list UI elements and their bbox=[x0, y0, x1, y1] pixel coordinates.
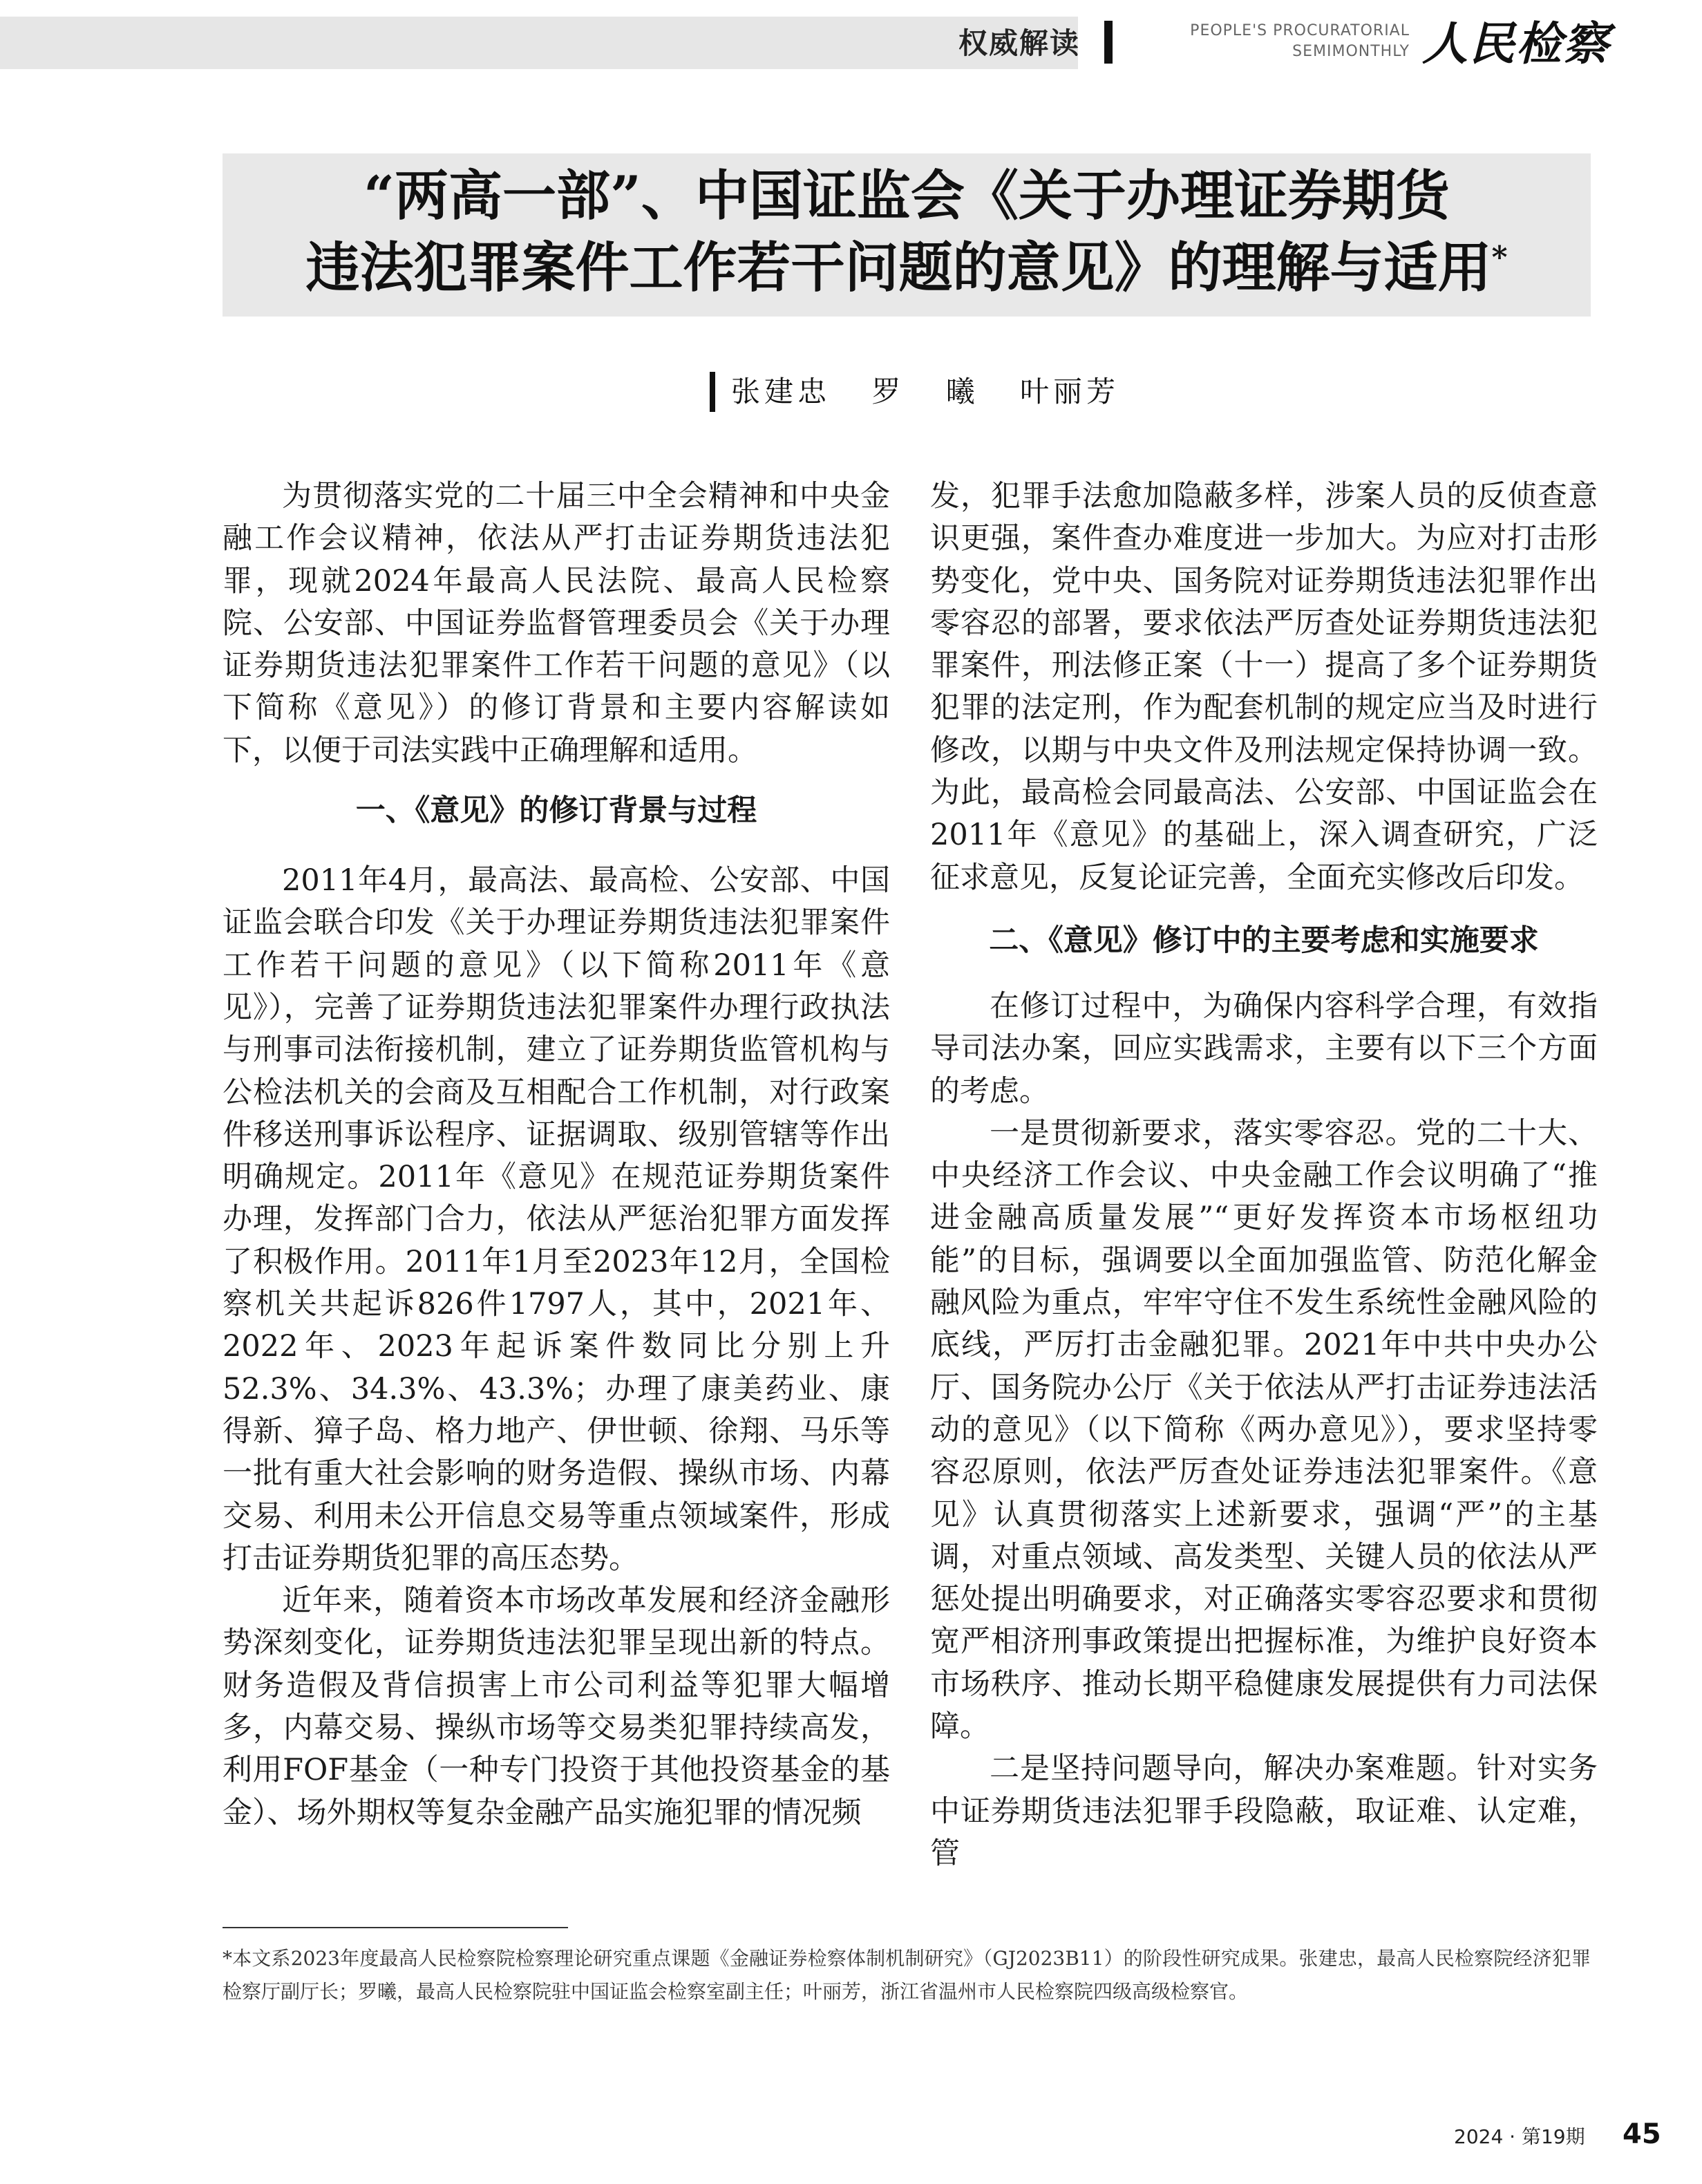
paragraph-continued: 发，犯罪手法愈加隐蔽多样，涉案人员的反侦查意识更强，案件查办难度进一步加大。为应对打击形势变化，党中央、国务院对证券期货违法犯罪作出零容忍的部署，要求依法严厉查处证券期货违法犯罪案件，刑法修正案（十一）提高了多个证券期货犯罪的法定刑，作为配套机制的规定应当及时进行修改，以期与中央文件及刑法规定保持协调一致。为此，最高检会同最高法、公安部、中国证监会在2011年《意见》的基础上，深入调查研究，广泛征求意见，反复论证完善，全面充实修改后印发。 bbox=[930, 479, 1598, 895]
article-title-line1: “两高一部”、中国证监会《关于办理证券期货 bbox=[363, 164, 1450, 227]
author-divider-bar bbox=[710, 372, 715, 412]
paragraph: 2011年4月，最高法、最高检、公安部、中国证监会联合印发《关于办理证券期货违法犯罪案件工作若干问题的意见》（以下简称2011年《意见》），完善了证券期货违法犯罪案件办理行政执法与刑事司法衔接机制，建立了证券期货监管机构与公检法机关的会商及互相配合工作机制，对行政案件移送刑事诉讼程序、证据调取、级别管辖等作出明确规定。2011年《意见》在规范证券期货案件办理，发挥部门合力，依法从严惩治犯罪方面发挥了积极作用。2011年1月至2023年12月，全国检察机关共起诉826件1797人，其中，2021年、2022年、2023年起诉案件数同比分别上升52.3%、34.3%、43.3%；办理了康美药业、康得新、獐子岛、格力地产、伊世顿、徐翔、马乐等一批有重大社会影响的财务造假、操纵市场、内幕交易、利用未公开信息交易等重点领域案件，形成打击证券期货犯罪的高压态势。 bbox=[223, 863, 890, 1576]
paragraph: 二是坚持问题导向，解决办案难题。针对实务中证券期货违法犯罪手段隐蔽，取证难、认定难，管 bbox=[930, 1751, 1598, 1871]
article-authors: 张建忠 罗 曦 叶丽芳 bbox=[731, 375, 1120, 408]
column-label: 权威解读 bbox=[958, 26, 1080, 60]
header-divider-bar bbox=[1104, 21, 1113, 64]
footnote-marker: * bbox=[1491, 240, 1508, 275]
right-column bbox=[930, 476, 1598, 1875]
paragraph: 近年来，随着资本市场改革发展和经济金融形势深刻变化，证券期货违法犯罪呈现出新的特点。财务造假及背信损害上市公司利益等犯罪大幅增多，内幕交易、操纵市场等交易类犯罪持续高发，利用FOF基金（一种专门投资于其他投资基金的基金）、场外期权等复杂金融产品实施犯罪的情况频 bbox=[223, 1583, 890, 1830]
magazine-en-line2: SEMIMONTHLY bbox=[1292, 43, 1410, 60]
article-title-line2 bbox=[223, 234, 1591, 303]
magazine-logo: 人民检察 bbox=[1422, 17, 1610, 70]
left-column bbox=[223, 476, 890, 1834]
section-heading-1: 一、《意见》的修订背景与过程 bbox=[355, 793, 757, 829]
footnote-rule bbox=[223, 1927, 568, 1928]
paragraph: 一是贯彻新要求，落实零容忍。党的二十大、中央经济工作会议、中央金融工作会议明确了“推进金融高质量发展”“更好发挥资本市场枢纽功能”的目标，强调要以全面加强监管、防范化解金融风险为重点，牢牢守住不发生系统性金融风险的底线，严厉打击金融犯罪。2021年中共中央办公厅、国务院办公厅《关于依法从严打击证券违法活动的意见》（以下简称《两办意见》），要求坚持零容忍原则，依法严厉查处证券违法犯罪案件。《意见》认真贯彻落实上述新要求，强调“严”的主基调，对重点领域、高发类型、关键人员的依法从严惩处提出明确要求，对正确落实零容忍要求和贯彻宽严相济刑事政策提出把握标准，为维护良好资本市场秩序、推动长期平稳健康发展提供有力司法保障。 bbox=[930, 1115, 1598, 1744]
footnote: *本文系2023年度最高人民检察院检察理论研究重点课题《金融证券检察体制机制研究》（GJ2023B11）的阶段性研究成果。张建忠，最高人民检察院经济犯罪检察厅副厅长；罗曦，最高人民检察院驻中国证监会检察室副主任；叶丽芳，浙江省温州市人民检察院四级高级检察官。 bbox=[223, 1947, 1591, 2003]
issue-label: 2024 · 第19期 bbox=[1454, 2125, 1585, 2148]
paragraph: 在修订过程中，为确保内容科学合理，有效指导司法办案，回应实践需求，主要有以下三个方面的考虑。 bbox=[930, 988, 1598, 1109]
paragraph: 为贯彻落实党的二十届三中全会精神和中央金融工作会议精神，依法从严打击证券期货违法犯罪，现就2024年最高人民法院、最高人民检察院、公安部、中国证券监督管理委员会《关于办理证券期货违法犯罪案件工作若干问题的意见》（以下简称《意见》）的修订背景和主要内容解读如下，以便于司法实践中正确理解和适用。 bbox=[223, 479, 890, 768]
magazine-english-name bbox=[1175, 21, 1410, 62]
magazine-en-line1: PEOPLE'S PROCURATORIAL bbox=[1190, 22, 1410, 39]
article-title-line2-text: 违法犯罪案件工作若干问题的意见》的理解与适用 bbox=[305, 236, 1492, 299]
section-heading-2: 二、《意见》修订中的主要考虑和实施要求 bbox=[989, 923, 1539, 958]
article-title-box bbox=[223, 153, 1591, 317]
page-number: 45 bbox=[1623, 2118, 1661, 2150]
header-band bbox=[0, 17, 1078, 69]
